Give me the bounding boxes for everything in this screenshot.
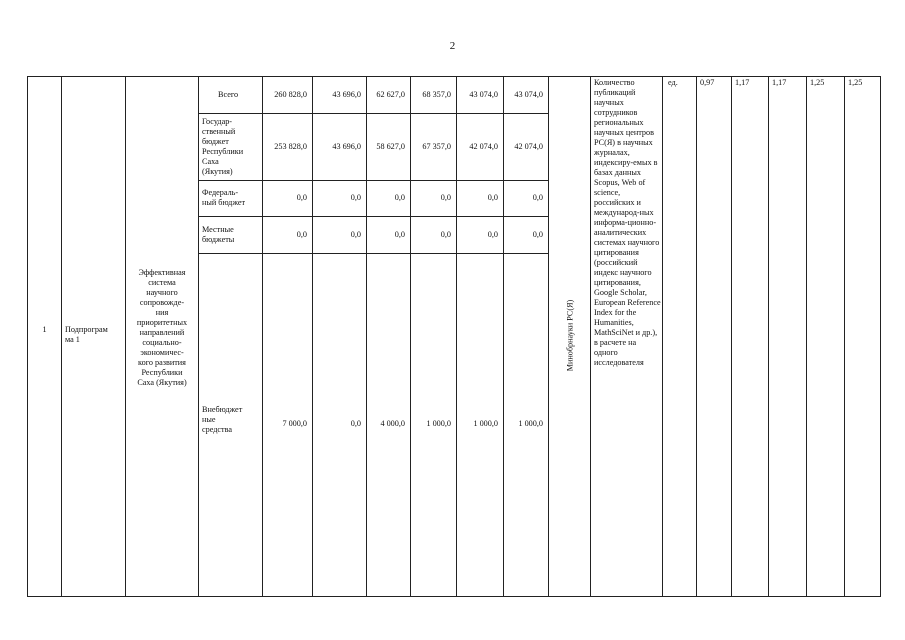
row-line <box>198 216 548 217</box>
col-line <box>590 76 591 597</box>
indicator-value: 1,17 <box>772 78 787 87</box>
funding-value: 260 828,0 <box>274 89 307 99</box>
col-line <box>880 76 881 597</box>
executor-text: Минобрнауки РС(Я) <box>565 299 575 372</box>
unit-text: ед. <box>668 78 678 87</box>
funding-value: 0,0 <box>532 229 543 239</box>
funding-value: 43 696,0 <box>332 141 361 151</box>
col-line <box>696 76 697 597</box>
funding-value: 0,0 <box>350 229 361 239</box>
col-line <box>61 76 62 597</box>
funding-value: 7 000,0 <box>282 419 307 428</box>
page-number: 2 <box>449 40 456 52</box>
col-line <box>410 76 411 597</box>
funding-value: 67 357,0 <box>422 141 451 151</box>
col-line <box>456 76 457 597</box>
funding-value: 42 074,0 <box>514 141 543 151</box>
table-bottom-border <box>27 596 880 597</box>
funding-source: Внебюджет ные средства <box>202 405 243 434</box>
funding-source: Местные бюджеты <box>202 224 235 244</box>
funding-value: 0,0 <box>487 193 498 202</box>
funding-value: 0,0 <box>350 419 361 428</box>
col-line <box>262 76 263 597</box>
funding-source: Государ- ственный бюджет Республики Саха (Якутия) <box>202 116 244 176</box>
funding-value: 0,0 <box>350 193 361 202</box>
row-line <box>198 180 548 181</box>
col-line <box>366 76 367 597</box>
funding-value: 58 627,0 <box>376 141 405 151</box>
indicator-text: Количество публикаций научных сотрудников региональных научных центров РС(Я) в научных журналах, индексиру-емых в базах данных Scopus, Web of science, российских и международ-ных информа-ционно-аналитических системах научного цитирования (российский индекс научного цитирования, Google Scholar, European Reference Index for the Humanities, MathSciNet и др.), в расчете на одного исследователя <box>594 78 661 367</box>
col-line <box>662 76 663 597</box>
funding-value: 0,0 <box>532 193 543 202</box>
goal-text: Эффективная система научного сопровожде- ния приоритетных направлений социально- экономичес- кого развития Республики Саха (Якутия) <box>136 268 188 387</box>
funding-value: 1 000,0 <box>473 419 498 428</box>
row-line <box>198 253 548 254</box>
funding-value: 0,0 <box>440 229 451 239</box>
funding-value: 62 627,0 <box>376 89 405 99</box>
indicator-value: 1,25 <box>848 78 863 87</box>
indicator-value: 1,25 <box>810 78 825 87</box>
col-line <box>731 76 732 597</box>
funding-value: 4 000,0 <box>380 419 405 428</box>
funding-value: 0,0 <box>487 229 498 239</box>
row-index: 1 <box>42 325 47 334</box>
funding-value: 0,0 <box>440 193 451 202</box>
funding-value: 43 696,0 <box>332 89 361 99</box>
funding-value: 43 074,0 <box>469 89 498 99</box>
subprogram-name: Подпрограм ма 1 <box>65 325 108 344</box>
col-line <box>198 76 199 597</box>
col-line <box>27 76 28 597</box>
funding-value: 1 000,0 <box>426 419 451 428</box>
col-line <box>768 76 769 597</box>
table-top-border <box>27 76 880 77</box>
col-line <box>503 76 504 597</box>
row-line <box>198 113 548 114</box>
col-line <box>312 76 313 597</box>
funding-value: 0,0 <box>394 229 405 239</box>
funding-source: Федераль- ный бюджет <box>202 188 246 207</box>
indicator-value: 1,17 <box>735 78 750 87</box>
funding-value: 0,0 <box>296 229 307 239</box>
col-line <box>548 76 549 597</box>
col-line <box>844 76 845 597</box>
funding-source: Всего <box>218 89 239 99</box>
funding-value: 0,0 <box>394 193 405 202</box>
indicator-value: 0,97 <box>700 78 715 87</box>
funding-value: 43 074,0 <box>514 89 543 99</box>
col-line <box>806 76 807 597</box>
funding-value: 0,0 <box>296 193 307 202</box>
funding-value: 68 357,0 <box>422 89 451 99</box>
funding-value: 253 828,0 <box>274 141 307 151</box>
funding-value: 42 074,0 <box>469 141 498 151</box>
funding-value: 1 000,0 <box>518 419 543 428</box>
